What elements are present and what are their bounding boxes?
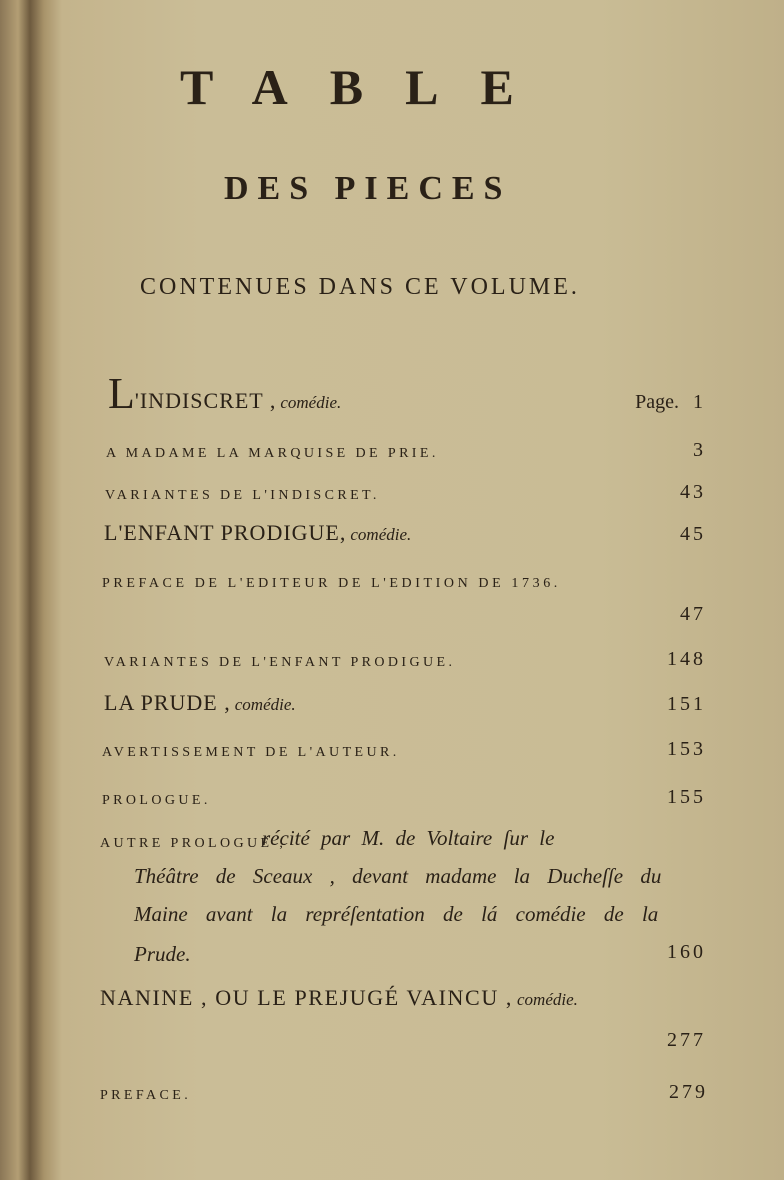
entry-page: 155	[667, 786, 706, 808]
toc-entry	[102, 566, 712, 596]
entry-title: NANINE , OU LE PREJUGÉ VAINCU ,	[100, 985, 514, 1010]
entry-genre: comédie.	[517, 990, 578, 1009]
entry-description-line: récité par M. de Voltaire ſur le	[262, 826, 555, 850]
page-label: Page.	[635, 391, 679, 413]
page-subtitle-2: CONTENUES DANS CE VOLUME.	[140, 274, 580, 300]
entry-title: VARIANTES DE L'INDISCRET.	[105, 488, 380, 503]
toc-entry	[105, 478, 706, 508]
toc-entry	[100, 1078, 708, 1108]
entry-page: 153	[667, 738, 706, 760]
toc-entry	[102, 735, 706, 765]
entry-title: 'INDISCRET ,	[134, 388, 277, 413]
entry-page: 47	[680, 603, 706, 625]
entry-page: 279	[669, 1081, 708, 1103]
toc-entry-page	[102, 938, 706, 968]
entry-title: A MADAME LA MARQUISE DE PRIE.	[106, 446, 439, 461]
entry-genre: comédie.	[350, 525, 412, 544]
entry-page: 148	[667, 648, 706, 670]
entry-title: LA PRUDE ,	[104, 690, 231, 715]
entry-title: VARIANTES DE L'ENFANT PRODIGUE.	[104, 655, 456, 670]
entry-title: PREFACE.	[100, 1088, 192, 1103]
entry-genre: comédie.	[280, 393, 342, 412]
entry-title: L'ENFANT PRODIGUE,	[104, 520, 347, 545]
entry-page: 3	[693, 439, 706, 461]
page-title: TABLE	[180, 59, 556, 115]
entry-description-line: Prude.	[134, 942, 191, 966]
toc-entry	[106, 436, 706, 466]
entry-page: 160	[667, 941, 706, 963]
toc-entry	[104, 520, 706, 550]
entry-title: PROLOGUE.	[102, 793, 211, 808]
entry-page: 277	[667, 1029, 706, 1051]
entry-page: 45	[680, 523, 706, 545]
toc-entry	[108, 369, 706, 418]
toc-entry	[102, 783, 706, 813]
toc-entry-page	[102, 600, 706, 630]
entry-page: 43	[680, 481, 706, 503]
toc-entry	[100, 985, 708, 1015]
entry-description-line: Théâtre de Sceaux , devant madame la Ducheſſe du	[134, 864, 662, 888]
toc-entry	[104, 690, 706, 720]
toc-entry	[104, 645, 706, 675]
entry-genre: comédie.	[234, 695, 296, 714]
entry-description-line: Maine avant la repréſentation de lá comédie de la	[134, 902, 659, 926]
entry-title: PREFACE DE L'EDITEUR DE L'EDITION DE 1736.	[102, 576, 561, 591]
page-subtitle: DES PIECES	[224, 170, 512, 207]
drop-cap: L	[108, 369, 135, 418]
entry-page: 151	[667, 693, 706, 715]
entry-title: AUTRE PROLOGUE ,	[100, 836, 287, 851]
entry-title: AVERTISSEMENT DE L'AUTEUR.	[102, 745, 400, 760]
toc-entry-page	[102, 1026, 706, 1056]
entry-page: 1	[693, 391, 706, 413]
